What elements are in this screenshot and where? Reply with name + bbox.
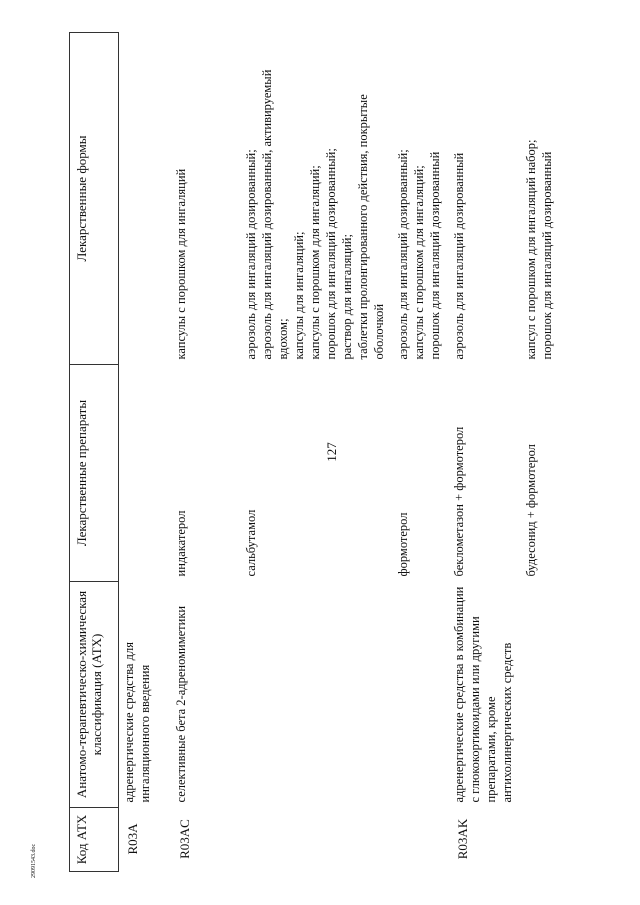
row-forms xyxy=(171,33,241,365)
row-code xyxy=(241,808,393,872)
header-code: Код АТХ xyxy=(70,808,119,872)
table-header-row xyxy=(70,33,119,872)
header-forms: Лекарственные формы xyxy=(70,33,119,365)
table-row xyxy=(393,33,449,872)
row-code: R03AK xyxy=(455,818,470,860)
rotated-table-container xyxy=(69,33,574,872)
form-item: порошок для ингаляций дозированный xyxy=(540,151,554,360)
form-item: капсулы для ингаляций; xyxy=(292,231,306,360)
table-row xyxy=(119,33,172,872)
form-item: порошок для ингаляций дозированный xyxy=(428,151,442,360)
row-drug: будесонид + формотерол xyxy=(524,444,538,577)
form-item: капсулы с порошком для ингаляций; xyxy=(412,165,426,360)
form-item: раствор для ингаляций; xyxy=(340,234,354,360)
form-item: таблетки пролонгированного действия, покрытые оболочкой xyxy=(356,94,386,360)
row-atc: адренергические средства в комбинации с глюкокортикоидами или другими препаратами, кроме антихолинергических средств xyxy=(452,586,514,803)
header-atc: Анатомо-терапевтическо-химическая классификация (АТХ) xyxy=(70,582,119,808)
row-drug xyxy=(119,365,172,582)
row-code: R03AC xyxy=(177,819,192,859)
row-atc xyxy=(393,582,449,808)
row-forms xyxy=(521,33,561,365)
row-drug: формотерол xyxy=(396,512,410,577)
table-row xyxy=(521,33,561,872)
document-code: 29091543.doc xyxy=(31,843,37,878)
row-atc xyxy=(521,582,561,808)
row-atc: селективные бета 2-адреномиметики xyxy=(174,605,188,803)
form-item: аэрозоль для ингаляций дозированный; xyxy=(244,149,258,360)
form-item: аэрозоль для ингаляций дозированный xyxy=(452,152,466,360)
form-item: аэрозоль для ингаляций дозированный, активируемый вдохом; xyxy=(260,69,290,360)
row-code xyxy=(521,808,561,872)
table-row xyxy=(171,33,241,872)
header-drugs: Лекарственные препараты xyxy=(70,365,119,582)
table-row xyxy=(449,33,521,872)
drug-table xyxy=(69,32,561,872)
form-item: капсулы с порошком для ингаляций; xyxy=(308,165,322,360)
row-drug: индакатерол xyxy=(174,510,188,577)
row-code: R03A xyxy=(125,823,140,855)
table-row xyxy=(241,33,393,872)
row-drug: беклометазон + формотерол xyxy=(452,426,466,577)
row-forms xyxy=(119,33,172,365)
page-number: 127 xyxy=(324,442,339,462)
row-atc xyxy=(241,582,393,808)
row-forms xyxy=(393,33,449,365)
form-item: капсулы с порошком для ингаляций xyxy=(174,168,188,360)
form-item: капсул с порошком для ингаляций набор; xyxy=(524,139,538,360)
form-item: аэрозоль для ингаляций дозированный; xyxy=(396,149,410,360)
row-forms xyxy=(449,33,521,365)
form-item: порошок для ингаляций дозированный; xyxy=(324,148,338,360)
row-drug: сальбутамол xyxy=(244,509,258,577)
row-code xyxy=(393,808,449,872)
row-forms xyxy=(241,33,393,365)
row-atc: адренергические средства для ингаляционного введения xyxy=(122,642,152,803)
